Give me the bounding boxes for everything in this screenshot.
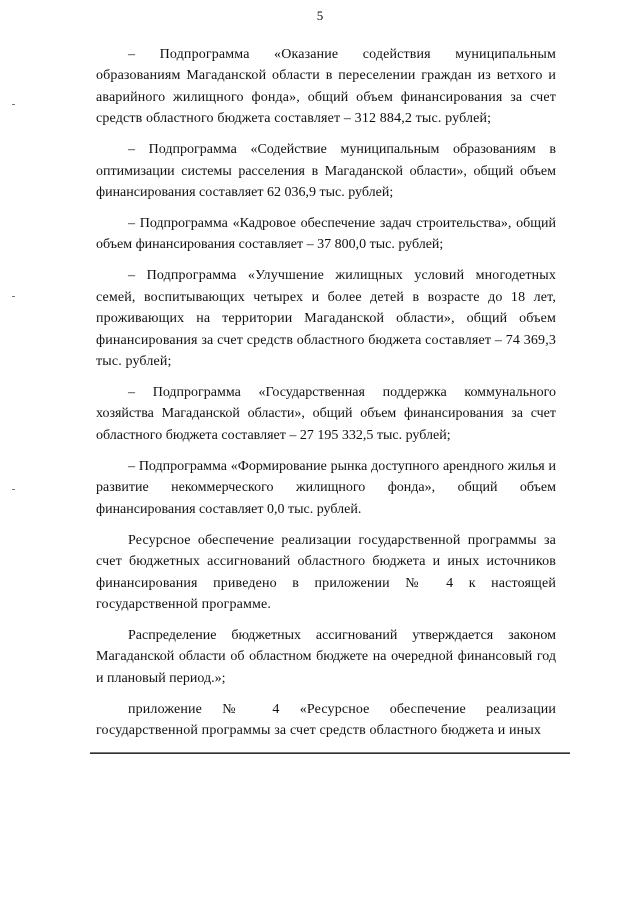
- subprogram-communal-services-paragraph: – Подпрограмма «Государственная поддержка коммунального хозяйства Магаданской области», общий объем финансирования за счет областного бюджета составляет – 27 195 332,5 тыс. рублей;: [96, 385, 556, 443]
- page-divider-line: [90, 752, 570, 754]
- subprogram-settlement-optimization-paragraph: – Подпрограмма «Содействие муниципальным образованиям в оптимизации системы расселения в Магаданской области», общий объем финансирования составляет 62 036,9 тыс. рублей;: [96, 142, 556, 201]
- scan-speck: [12, 489, 15, 490]
- scan-speck: [12, 104, 15, 105]
- resource-support-paragraph: Ресурсное обеспечение реализации государственной программы за счет бюджетных ассигнований областного бюджета и иных источников финансирования приведено в приложении № 4 к настоящей государственной программе.: [96, 532, 556, 612]
- subprogram-resettlement-paragraph: – Подпрограмма «Оказание содействия муниципальным образованиям Магаданской области в переселении граждан из ветхого и аварийного жилищного фонда», общий объем финансирования за счет средств областного бюджета составляет – 312 884,2 тыс. рублей;: [96, 47, 556, 127]
- appendix-4-paragraph: приложение № 4 «Ресурсное обеспечение реализации государственной программы за счет средств областного бюджета и иных: [96, 701, 556, 739]
- scan-speck: [12, 296, 15, 297]
- subprogram-rental-housing-paragraph: – Подпрограмма «Формирование рынка доступного арендного жилья и развитие некоммерческого жилищного фонда», общий объем финансирования составляет 0,0 тыс. рублей.: [96, 458, 556, 517]
- document-body: [96, 44, 556, 751]
- subprogram-construction-staffing-paragraph: – Подпрограмма «Кадровое обеспечение задач строительства», общий объем финансирования составляет – 37 800,0 тыс. рублей;: [96, 216, 556, 253]
- page-number: 5: [316, 8, 324, 23]
- budget-distribution-paragraph: Распределение бюджетных ассигнований утверждается законом Магаданской области об областном бюджете на очередной финансовый год и плановый период.»;: [96, 627, 556, 686]
- subprogram-large-families-housing-paragraph: – Подпрограмма «Улучшение жилищных условий многодетных семей, воспитывающих четырех и более детей в возрасте до 18 лет, проживающих на территории Магаданской области», общий объем финансирования за счет средств областного бюджета составляет – 74 369,3 тыс. рублей;: [96, 268, 556, 370]
